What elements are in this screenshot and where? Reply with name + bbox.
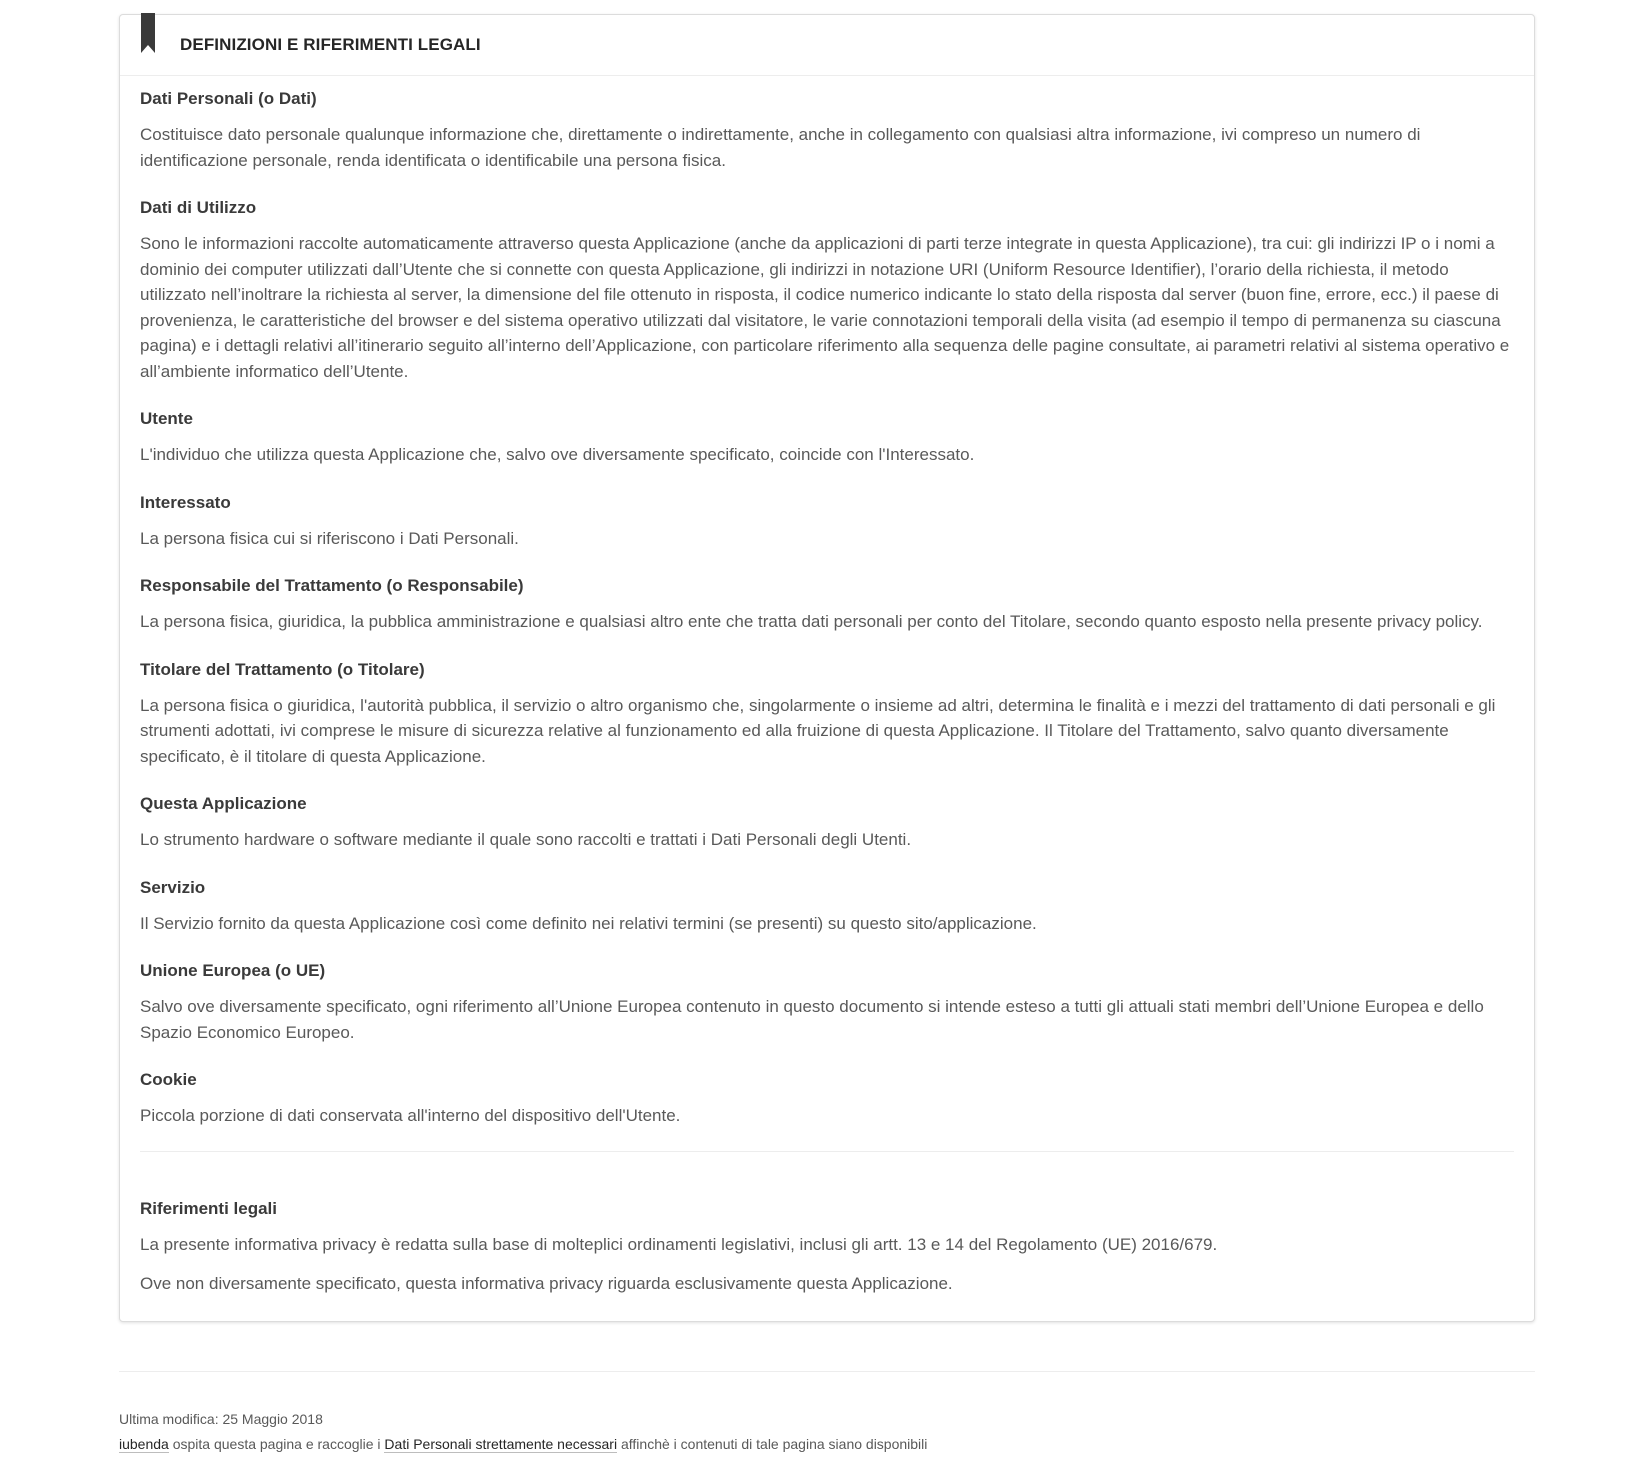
definition-term: Interessato bbox=[140, 492, 231, 512]
section-divider bbox=[140, 1151, 1514, 1152]
definition-term: Titolare del Trattamento (o Titolare) bbox=[140, 659, 425, 679]
box-header bbox=[120, 15, 1534, 76]
definition-term: Unione Europea (o UE) bbox=[140, 961, 326, 980]
definition-term: Cookie bbox=[140, 1070, 197, 1089]
footer-text: ospita questa pagina e raccoglie i bbox=[168, 1436, 385, 1452]
definition-text: Costituisce dato personale qualunque informazione che, direttamente o indirettamente, anche in collegamento con qualsiasi altra informazione, ivi compreso un numero di identificazione personale, renda identificata o identificabile una persona fisica. bbox=[140, 125, 1421, 170]
legal-paragraph: Ove non diversamente specificato, questa informativa privacy riguarda esclusivamente questa Applicazione. bbox=[140, 1274, 953, 1293]
definition-text: La persona fisica o giuridica, l'autorità pubblica, il servizio o altro organismo che, singolarmente o insieme ad altri, determina le finalità e i mezzi del trattamento di dati personali e gli strumenti adottati, ivi comprese le misure di sicurezza relative al funzionamento ed alla fruizione di questa Applicazione. Il Titolare del Trattamento, salvo quanto diversamente specificato, è il titolare di questa Applicazione. bbox=[140, 695, 1496, 766]
definition-term: Questa Applicazione bbox=[140, 794, 307, 813]
definition-text: Sono le informazioni raccolte automaticamente attraverso questa Applicazione (anche da applicazioni di parti terze integrate in questa Applicazione), tra cui: gli indirizzi IP o i nomi a dominio dei computer utilizzati dall’Utente che si connette con questa Applicazione, gli indirizzi in notazione URI (Uniform Resource Identifier), l’orario della richiesta, il metodo utilizzato nell’inoltrare la richiesta al server, la dimensione del file ottenuto in risposta, il codice numerico indicante lo stato della risposta dal server (buon fine, errore, ecc.) il paese di provenienza, le caratteristiche del browser e del sistema operativo utilizzati dal visitatore, le varie connotazioni temporali della visita (ad esempio il tempo di permanenza su ciascuna pagina) e i dettagli relativi all’itinerario seguito all’interno dell’Applicazione, con particolare riferimento alla sequenza delle pagine consultate, ai parametri relativi al sistema operativo e all’ambiente informatico dell’Utente. bbox=[140, 234, 1510, 381]
footer-divider bbox=[119, 1371, 1535, 1372]
legal-paragraph: La presente informativa privacy è redatta sulla base di molteplici ordinamenti legislativi, inclusi gli artt. 13 e 14 del Regolamento (UE) 2016/679. bbox=[140, 1234, 1218, 1254]
definition-term: Responsabile del Trattamento (o Responsabile) bbox=[140, 576, 524, 595]
bookmark-icon bbox=[141, 13, 155, 53]
definition-text: La persona fisica, giuridica, la pubblica amministrazione e qualsiasi altro ente che tratta dati personali per conto del Titolare, secondo quanto esposto nella presente privacy policy. bbox=[140, 612, 1483, 631]
definition-text: Salvo ove diversamente specificato, ogni riferimento all’Unione Europea contenuto in questo documento si intende esteso a tutti gli attuali stati membri dell’Unione Europea e dello Spazio Economico Europeo. bbox=[140, 997, 1484, 1042]
footer-notice bbox=[119, 1432, 927, 1457]
definition-text: Il Servizio fornito da questa Applicazione così come definito nei relativi termini (se presenti) su questo sito/applicazione. bbox=[140, 913, 1037, 933]
personal-data-link[interactable]: Dati Personali strettamente necessari bbox=[384, 1436, 618, 1452]
last-modified: Ultima modifica: 25 Maggio 2018 bbox=[119, 1411, 323, 1427]
footer-text: affinchè i contenuti di tale pagina siano disponibili bbox=[617, 1436, 928, 1452]
definition-term: Servizio bbox=[140, 877, 206, 897]
iubenda-link[interactable]: iubenda bbox=[119, 1436, 169, 1452]
legal-references-title: Riferimenti legali bbox=[140, 1198, 277, 1218]
definition-text: L'individuo che utilizza questa Applicazione che, salvo ove diversamente specificato, coincide con l'Interessato. bbox=[140, 445, 975, 464]
definition-text: Piccola porzione di dati conservata all'interno del dispositivo dell'Utente. bbox=[140, 1106, 681, 1125]
definition-term: Dati di Utilizzo bbox=[140, 198, 257, 217]
definition-term: Utente bbox=[140, 409, 193, 428]
section-title: DEFINIZIONI E RIFERIMENTI LEGALI bbox=[180, 35, 481, 54]
definition-text: La persona fisica cui si riferiscono i Dati Personali. bbox=[140, 528, 519, 548]
definition-term: Dati Personali (o Dati) bbox=[140, 89, 317, 108]
footer bbox=[119, 1407, 927, 1457]
definitions-box bbox=[119, 14, 1535, 1322]
box-body bbox=[120, 76, 1534, 1297]
definition-text: Lo strumento hardware o software mediante il quale sono raccolti e trattati i Dati Personali degli Utenti. bbox=[140, 830, 912, 849]
